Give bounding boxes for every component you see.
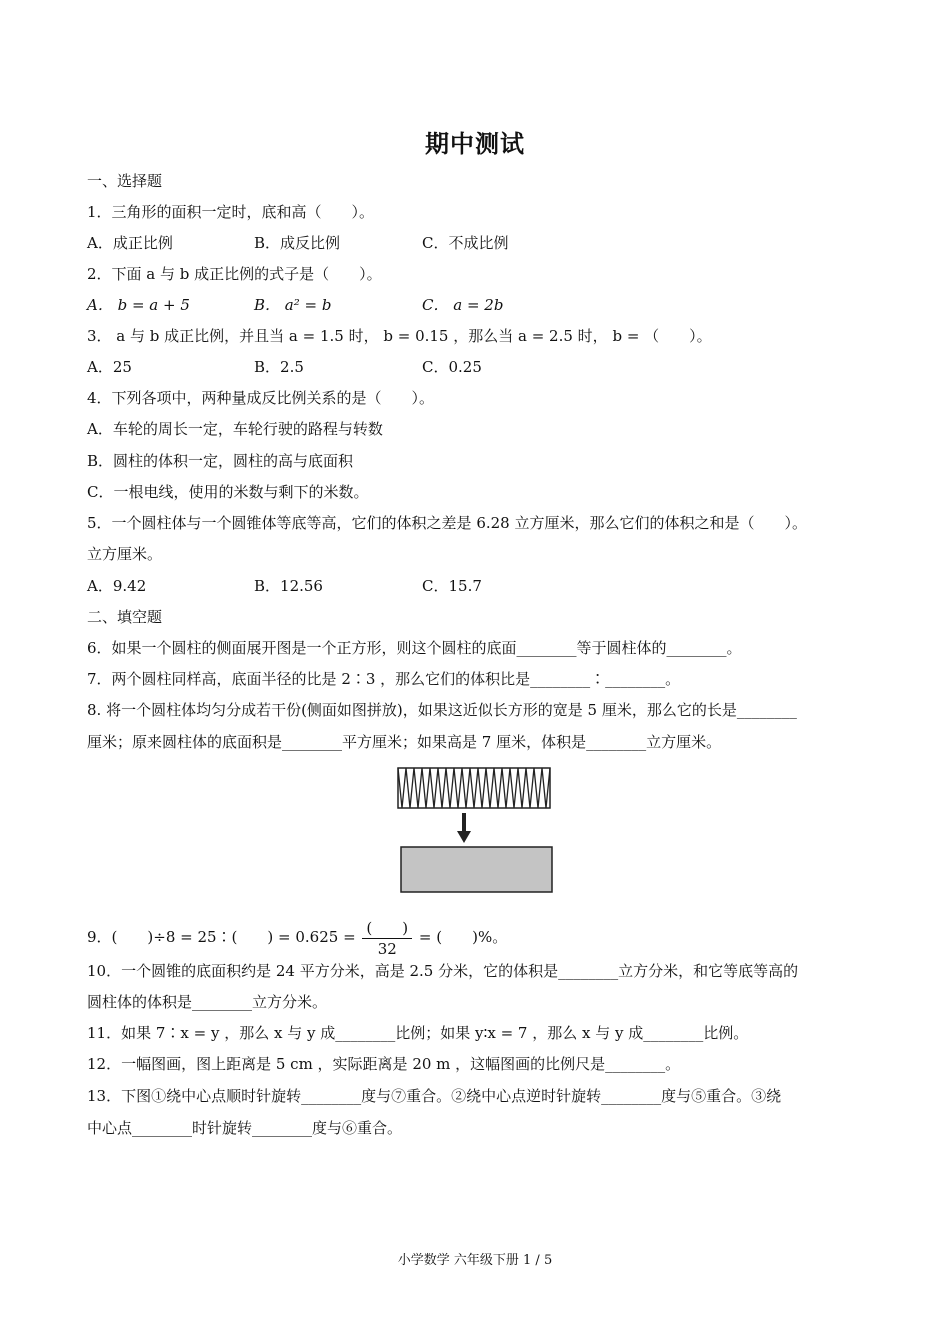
q5-option-c: C．15.7 <box>422 577 482 595</box>
question-3: 3． a 与 b 成正比例，并且当 a = 1.5 时， b = 0.15 ，那么当 a = 2.5 时， b = （ ）。 <box>87 327 712 345</box>
q2-option-a: A． b = a + 5 <box>87 296 190 314</box>
question-13-line1: 13．下图①绕中心点顺时针旋转________度与⑦重合。②绕中心点逆时针旋转________度与⑤重合。③绕 <box>87 1087 782 1105</box>
question-5: 5．一个圆柱体与一个圆锥体等底等高，它们的体积之差是 6.28 立方厘米，那么它们的体积之和是（ ）。 <box>87 514 807 532</box>
q9-prefix: 9．( )÷8 = 25∶( ) = 0.625 = <box>87 928 356 946</box>
q9-fraction-denominator: 32 <box>377 939 397 958</box>
down-arrow-head <box>457 831 471 843</box>
q3-option-b: B．2.5 <box>254 358 304 376</box>
q2-option-b: B． a² = b <box>254 296 332 314</box>
section-heading-fill: 二、填空题 <box>87 608 163 626</box>
approximate-rectangle <box>401 847 552 892</box>
cylinder-rearrange-figure <box>395 765 560 895</box>
question-13-line2: 中心点________时针旋转________度与⑥重合。 <box>87 1119 403 1137</box>
question-9 <box>87 917 507 959</box>
q4-option-b: B．圆柱的体积一定，圆柱的高与底面积 <box>87 452 354 470</box>
q1-option-b: B．成反比例 <box>254 234 341 252</box>
q1-option-c: C．不成比例 <box>422 234 509 252</box>
q9-fraction-numerator: ( ) <box>362 918 412 939</box>
page-footer: 小学数学 六年级下册 1 / 5 <box>397 1253 553 1268</box>
section-heading-choice: 一、选择题 <box>87 172 163 190</box>
question-10-line1: 10．一个圆锥的底面积约是 24 平方分米，高是 2.5 分米，它的体积是________立方分米，和它等底等高的 <box>87 962 799 980</box>
question-4: 4．下列各项中，两种量成反比例关系的是（ ）。 <box>87 389 435 407</box>
question-8-line2: 厘米；原来圆柱体的底面积是________平方厘米；如果高是 7 厘米，体积是________立方厘米。 <box>87 733 722 751</box>
question-6: 6．如果一个圆柱的侧面展开图是一个正方形，则这个圆柱的底面________等于圆柱体的________。 <box>87 639 742 657</box>
q4-option-a: A．车轮的周长一定，车轮行驶的路程与转数 <box>87 420 383 438</box>
question-7: 7．两个圆柱同样高，底面半径的比是 2∶3 ，那么它们的体积比是________∶________。 <box>87 670 681 688</box>
q1-option-a: A．成正比例 <box>87 234 173 252</box>
question-2: 2．下面 a 与 b 成正比例的式子是（ ）。 <box>87 265 382 283</box>
page-title: 期中测试 <box>425 129 525 158</box>
question-1: 1．三角形的面积一定时，底和高（ ）。 <box>87 203 375 221</box>
q2-option-c: C． a = 2b <box>422 296 504 314</box>
q5-option-a: A．9.42 <box>87 577 147 595</box>
question-10-line2: 圆柱体的体积是________立方分米。 <box>87 993 328 1011</box>
q5-option-b: B．12.56 <box>254 577 323 595</box>
q9-fraction <box>362 918 412 959</box>
question-12: 12．一幅图画，图上距离是 5 cm ，实际距离是 20 m ，这幅图画的比例尺是________。 <box>87 1055 681 1073</box>
q3-option-c: C．0.25 <box>422 358 482 376</box>
question-5-cont: 立方厘米。 <box>87 545 163 563</box>
question-8-line1: 8. 将一个圆柱体均匀分成若干份(侧面如图拼放)，如果这近似长方形的宽是 5 厘米，那么它的长是________ <box>87 701 797 719</box>
q3-option-a: A．25 <box>87 358 132 376</box>
q9-suffix: = ( )%。 <box>418 928 508 946</box>
question-11: 11．如果 7∶x = y ，那么 x 与 y 成________比例；如果 y∶x = 7 ，那么 x 与 y 成________比例。 <box>87 1024 749 1042</box>
q4-option-c: C．一根电线，使用的米数与剩下的米数。 <box>87 483 369 501</box>
